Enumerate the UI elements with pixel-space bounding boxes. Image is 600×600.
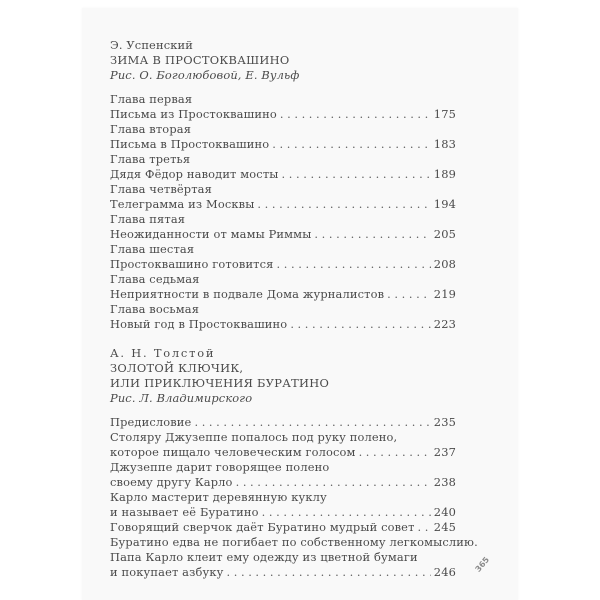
toc-entry[interactable] bbox=[110, 430, 456, 460]
chapter-title: Говорящий сверчок даёт Буратино мудрый совет bbox=[110, 520, 415, 534]
dot-leader bbox=[359, 445, 431, 460]
chapter-list bbox=[110, 92, 456, 332]
chapter-title: Буратино едва не погибает по собственному легкомыслию. bbox=[110, 535, 478, 549]
page-number: 240 bbox=[433, 505, 456, 519]
work-title: ЗИМА В ПРОСТОКВАШИНО bbox=[110, 53, 290, 67]
chapter-title: Предисловие bbox=[110, 415, 192, 429]
chapter-title-line1: Джузеппе дарит говорящее полено bbox=[110, 460, 330, 474]
section-uspensky bbox=[110, 38, 456, 332]
toc-entry[interactable] bbox=[110, 152, 456, 182]
dot-leader bbox=[262, 505, 431, 520]
chapter-title: своему другу Карло bbox=[110, 475, 233, 489]
dot-leader bbox=[290, 317, 430, 332]
page-number: 238 bbox=[433, 475, 456, 489]
chapter-title: и покупает азбуку bbox=[110, 565, 224, 579]
page-number: 175 bbox=[433, 107, 456, 121]
chapter-label: Глава третья bbox=[110, 152, 191, 166]
work-title-line1: ЗОЛОТОЙ КЛЮЧИК, bbox=[110, 361, 244, 375]
dot-leader bbox=[282, 167, 431, 182]
toc-entry[interactable] bbox=[110, 242, 456, 272]
dot-leader bbox=[387, 287, 431, 302]
toc-entry[interactable] bbox=[110, 212, 456, 242]
chapter-title: Новый год в Простоквашино bbox=[110, 317, 288, 331]
toc-entry[interactable] bbox=[110, 92, 456, 122]
author-name: А. Н. Толстой bbox=[110, 346, 216, 360]
toc-entry[interactable] bbox=[110, 550, 456, 580]
chapter-label: Глава восьмая bbox=[110, 302, 200, 316]
section-tolstoy bbox=[110, 346, 478, 580]
chapter-title: Простоквашино готовится bbox=[110, 257, 274, 271]
chapter-title: Неприятности в подвале Дома журналистов bbox=[110, 287, 385, 301]
toc-entry[interactable] bbox=[110, 520, 456, 535]
page-number: 208 bbox=[433, 257, 456, 271]
page-number: 235 bbox=[433, 415, 456, 429]
dot-leader bbox=[277, 257, 431, 272]
chapter-label: Глава пятая bbox=[110, 212, 186, 226]
author-name: Э. Успенский bbox=[110, 38, 193, 52]
chapter-title-line1: Папа Карло клеит ему одежду из цветной бумаги bbox=[110, 550, 418, 564]
toc-entry[interactable] bbox=[110, 182, 456, 212]
toc-entry[interactable] bbox=[110, 460, 456, 490]
page-folio-number: 365 bbox=[473, 555, 492, 574]
dot-leader bbox=[194, 415, 430, 430]
page-number: 205 bbox=[433, 227, 456, 241]
chapter-title: и называет её Буратино bbox=[110, 505, 259, 519]
dot-leader bbox=[257, 197, 430, 212]
chapter-title-line1: Карло мастерит деревянную куклу bbox=[110, 490, 327, 504]
chapter-title-line1: Столяру Джузеппе попалось под руку полено, bbox=[110, 430, 398, 444]
dot-leader bbox=[272, 137, 431, 152]
toc-entry[interactable] bbox=[110, 415, 456, 430]
page-number: 183 bbox=[433, 137, 456, 151]
work-title-line2: ИЛИ ПРИКЛЮЧЕНИЯ БУРАТИНО bbox=[110, 376, 330, 390]
toc-entry[interactable] bbox=[110, 272, 456, 302]
chapter-label: Глава шестая bbox=[110, 242, 195, 256]
toc-entry[interactable] bbox=[110, 490, 456, 520]
chapter-label: Глава седьмая bbox=[110, 272, 200, 286]
chapter-title: Телеграмма из Москвы bbox=[110, 197, 255, 211]
page-number: 223 bbox=[433, 317, 456, 331]
dot-leader bbox=[314, 227, 430, 242]
page-number: 245 bbox=[433, 520, 456, 534]
page-number: 194 bbox=[433, 197, 456, 211]
illustrator-credit: Рис. О. Боголюбовой, Е. Вульф bbox=[110, 68, 300, 82]
dot-leader bbox=[280, 107, 431, 122]
page-number: 189 bbox=[433, 167, 456, 181]
chapter-title: Дядя Фёдор наводит мосты bbox=[110, 167, 279, 181]
dot-leader bbox=[236, 475, 431, 490]
chapter-title: которое пищало человеческим голосом bbox=[110, 445, 356, 459]
chapter-label: Глава первая bbox=[110, 92, 193, 106]
page-number: 237 bbox=[433, 445, 456, 459]
toc-entry[interactable] bbox=[110, 535, 478, 550]
chapter-label: Глава четвёртая bbox=[110, 182, 212, 196]
chapter-title: Письма в Простоквашино bbox=[110, 137, 270, 151]
toc-entry[interactable] bbox=[110, 302, 456, 332]
dot-leader bbox=[418, 520, 431, 535]
dot-leader bbox=[226, 565, 430, 580]
chapter-list bbox=[110, 415, 478, 580]
section-divider-space bbox=[110, 332, 456, 346]
page-number: 219 bbox=[433, 287, 456, 301]
chapter-label: Глава вторая bbox=[110, 122, 192, 136]
toc-entry[interactable] bbox=[110, 122, 456, 152]
chapter-title: Неожиданности от мамы Риммы bbox=[110, 227, 312, 241]
table-of-contents bbox=[110, 38, 478, 580]
page-number: 246 bbox=[433, 565, 456, 579]
illustrator-credit: Рис. Л. Владимирского bbox=[110, 391, 253, 405]
chapter-title: Письма из Простоквашино bbox=[110, 107, 277, 121]
